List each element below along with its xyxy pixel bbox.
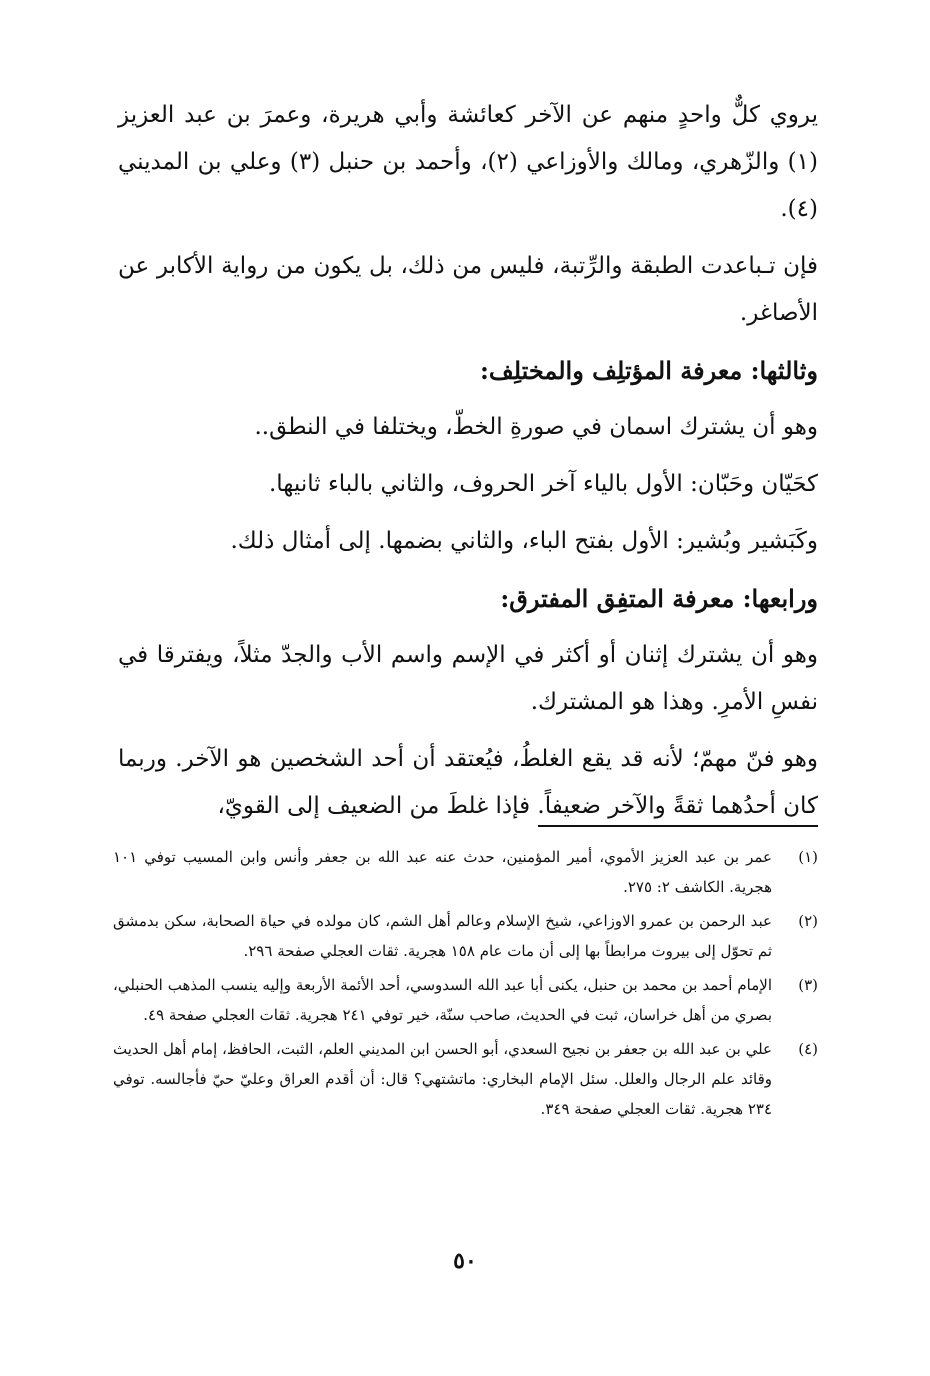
footnote-number: (١) <box>798 848 818 866</box>
paragraph-1: يروي كلٌّ واحدٍ منهم عن الآخر كعائشة وأبي هريرة، وعمرَ بن عبد العزيز (١) والزّهري، ومالك والأوزاعي (٢)، وأحمد بن حنبل (٣) وعلي بن المديني (٤). <box>118 102 818 222</box>
page-number: ٥٠ <box>453 1248 477 1274</box>
paragraph-5: وكَبَشير وبُشير: الأول بفتح الباء، والثاني بضمها. إلى أمثال ذلك. <box>230 528 818 554</box>
main-text <box>118 92 818 840</box>
footnote-item <box>113 1034 818 1124</box>
footnote-number: (٢) <box>798 912 818 930</box>
paragraph-4: كحَيّان وحَبّان: الأول بالياء آخر الحروف، والثاني بالباء ثانيها. <box>268 471 818 497</box>
footnote-item <box>113 906 818 966</box>
paragraph-7: وهو فنّ مهمّ؛ لأنه قد يقع الغلطُ، فيُعتقد أن أحد الشخصين هو الآخر. وربما كان أحدُهما ثقةً والآخر ضعيفاً. فإذا غلطَ من الضعيف إلى القويّ، <box>118 746 818 819</box>
section-heading-third: وثالثها: معرفة المؤتلِف والمختلِف: <box>479 356 818 385</box>
footnote-number: (٣) <box>798 976 818 994</box>
footnote-text: عبد الرحمن بن عمرو الاوزاعي، شيخ الإسلام وعالم أهل الشم، كان مولده في حياة الصحابة، سكن بدمشق ثم تحوّل إلى بيروت مرابطاً بها إلى أن مات عام ١٥٨ هجرية. ثقات العجلي صفحة ٢٩٦. <box>113 912 772 960</box>
footnotes <box>113 842 818 1128</box>
footnote-text: علي بن عبد الله بن جعفر بن نجيح السعدي، أبو الحسن ابن المديني العلم، الثبت، الحافظ، إمام أهل الحديث وقائد علم الرجال والعلل. سئل الإمام البخاري: ماتشتهي؟ قال: أن أقدم العراق وعليّ حيّ فأجالسه. توفي ٢٣٤ هجرية. ثقات العجلي صفحة ٣٤٩. <box>113 1040 772 1118</box>
paragraph-2: فإن تـباعدت الطبقة والرِّتبة، فليس من ذلك، بل يكون من رواية الأكابر عن الأصاغر. <box>118 253 818 326</box>
footnote-item <box>113 842 818 902</box>
footnote-divider <box>538 825 818 827</box>
paragraph-6: وهو أن يشترك إثنان أو أكثر في الإسم واسم الأب والجدّ مثلاً، ويفترقا في نفسِ الأمرِ. وهذا هو المشترك. <box>118 642 818 715</box>
footnote-item <box>113 970 818 1030</box>
footnote-text: الإمام أحمد بن محمد بن حنبل، يكنى أبا عبد الله السدوسي، أحد الأئمة الأربعة وإليه ينسب المذهب الحنبلي، بصري من أهل خراسان، ثبت في الحديث، صاحب سنّة، خير توفي ٢٤١ هجرية. ثقات العجلي صفحة ٤٩. <box>113 976 772 1024</box>
footnote-number: (٤) <box>798 1040 818 1058</box>
paragraph-3: وهو أن يشترك اسمان في صورةِ الخطّ، ويختلفا في النطق.. <box>254 414 818 440</box>
section-heading-fourth: ورابعها: معرفة المتفِق المفترق: <box>500 584 818 613</box>
footnote-text: عمر بن عبد العزيز الأموي، أمير المؤمنين، حدث عنه عبد الله بن جعفر وأنس وابن المسيب توفي ١٠١ هجرية. الكاشف ٢: ٢٧٥. <box>113 848 772 896</box>
